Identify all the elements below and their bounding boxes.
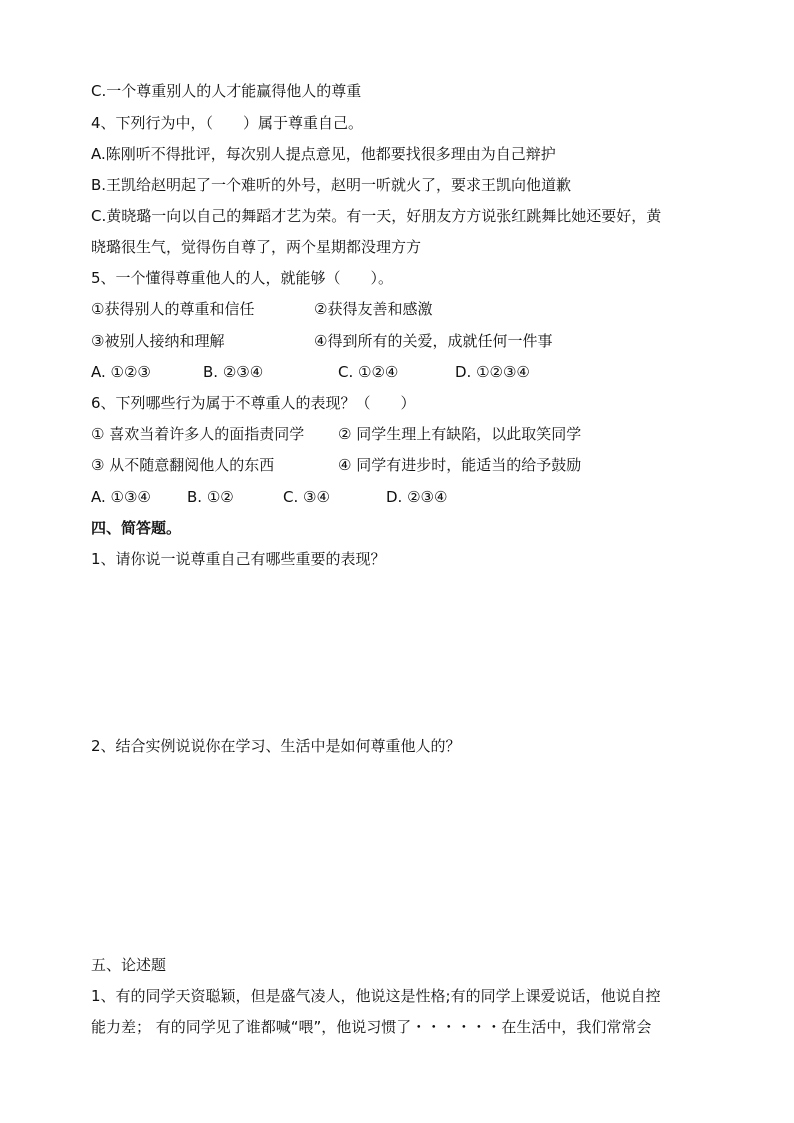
- q5-option-d: D. ①②③④: [455, 363, 530, 381]
- q6-item-2: ② 同学生理上有缺陷，以此取笑同学: [338, 425, 582, 443]
- q4-option-b: B.王凯给赵明起了一个难听的外号，赵明一听就火了，要求王凯向他道歉: [91, 176, 572, 194]
- section4-question-2: 2、结合实例说说你在学习、生活中是如何尊重他人的？: [91, 737, 461, 755]
- section5-q1-line2: 能力差； 有的同学见了谁都喊“喂”，他说习惯了・・・・・・在生活中，我们常常会: [91, 1018, 652, 1036]
- q6-option-d: D. ②③④: [386, 488, 448, 506]
- q5-item-3: ③被别人接纳和理解: [91, 332, 225, 350]
- answer-space-2[interactable]: [91, 762, 711, 942]
- q4-stem: 4、下列行为中，（ ）属于尊重自己。: [91, 114, 364, 132]
- q6-item-3: ③ 从不随意翻阅他人的东西: [91, 456, 275, 474]
- q3-option-c: C.一个尊重别人的人才能赢得他人的尊重: [91, 82, 362, 100]
- section4-heading: 四、简答题。: [91, 519, 182, 537]
- q5-item-1: ①获得别人的尊重和信任: [91, 300, 255, 318]
- q6-option-a: A. ①③④: [91, 488, 151, 506]
- q4-option-c-line1: C.黄晓璐一向以自己的舞蹈才艺为荣。有一天，好朋友方方说张红跳舞比她还要好，黄: [91, 207, 662, 225]
- q5-stem: 5、一个懂得尊重他人的人，就能够（ ）。: [91, 269, 394, 287]
- q5-option-a: A. ①②③: [91, 363, 151, 381]
- q6-option-c: C. ③④: [283, 488, 330, 506]
- q5-option-b: B. ②③④: [203, 363, 264, 381]
- q6-item-1: ① 喜欢当着许多人的面指责同学: [91, 425, 305, 443]
- q6-option-b: B. ①②: [187, 488, 234, 506]
- q4-option-a: A.陈刚听不得批评，每次别人提点意见，他都要找很多理由为自己辩护: [91, 145, 556, 163]
- answer-space-1[interactable]: [91, 575, 711, 725]
- q6-item-4: ④ 同学有进步时，能适当的给予鼓励: [338, 456, 582, 474]
- q5-option-c: C. ①②④: [338, 363, 399, 381]
- q4-option-c-line2: 晓璐很生气，觉得伤自尊了，两个星期都没理方方: [91, 238, 422, 256]
- section5-heading: 五、论述题: [91, 956, 167, 974]
- section4-question-1: 1、请你说一说尊重自己有哪些重要的表现？: [91, 550, 386, 568]
- section5-q1-line1: 1、有的同学天资聪颖，但是盛气凌人，他说这是性格;有的同学上课爱说话，他说自控: [91, 987, 661, 1005]
- q6-stem: 6、下列哪些行为属于不尊重人的表现？（ ）: [91, 394, 416, 412]
- q5-item-4: ④得到所有的关爱，成就任何一件事: [314, 332, 553, 350]
- q5-item-2: ②获得友善和感激: [314, 300, 433, 318]
